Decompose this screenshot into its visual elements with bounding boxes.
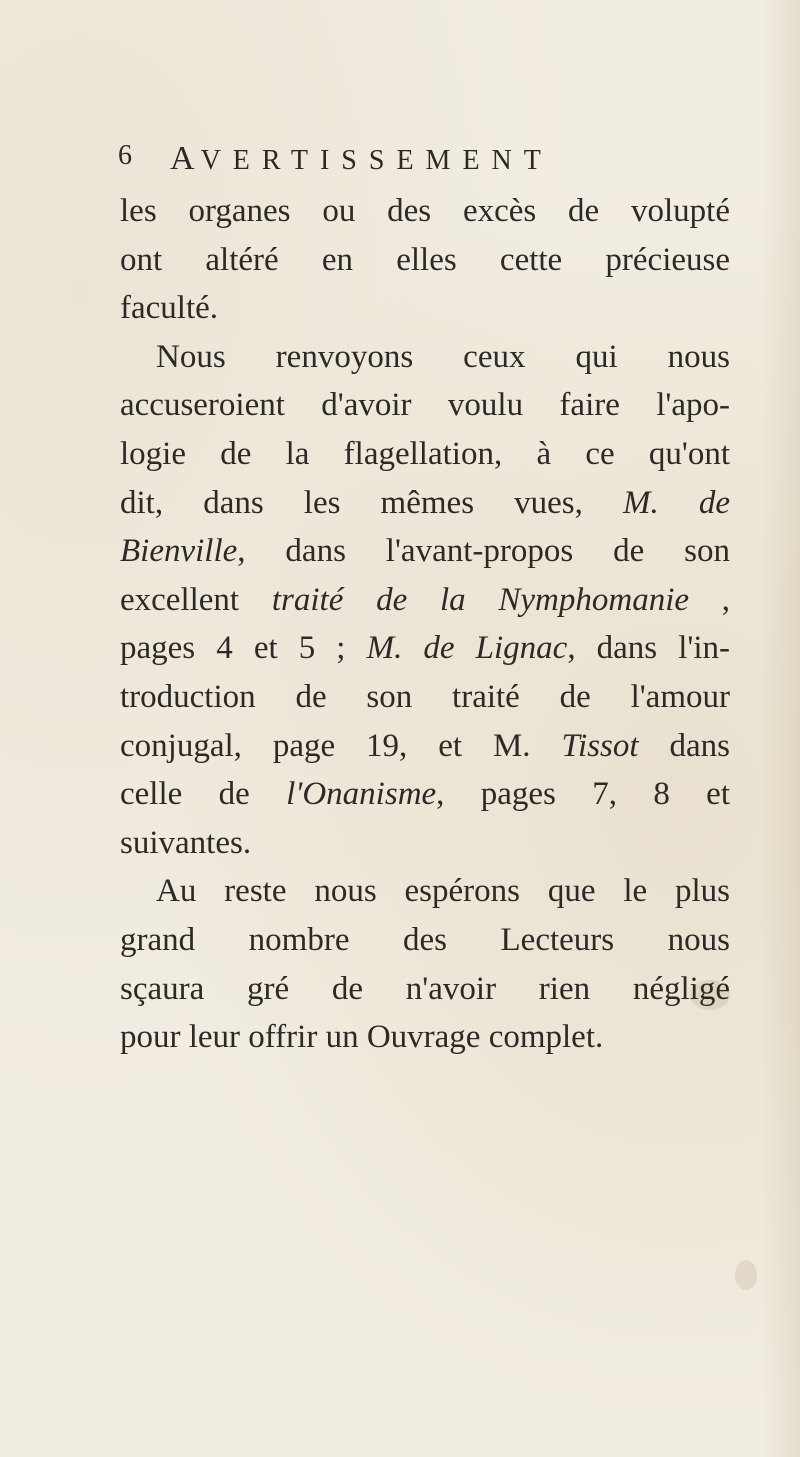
text-run: excellent [120, 581, 240, 618]
page-number: 6 [118, 140, 132, 171]
text-line: suivantes. [120, 824, 252, 861]
book-title: traité de la Nymphomanie [271, 581, 690, 618]
running-head [170, 140, 553, 178]
text-run: , dans l'in- [567, 630, 731, 667]
book-title: l'Onanisme [286, 776, 437, 813]
text-run: dans [669, 727, 730, 764]
running-head-rest: VERTISSEMENT [200, 145, 553, 176]
text-line: logie de la flagellation, à ce qu'ont [120, 435, 730, 472]
author-name: Tissot [561, 727, 639, 764]
text-line: troduction de son traité de l'amour [120, 678, 730, 715]
text-line: sçaura gré de n'avoir rien négligé [120, 970, 730, 1007]
text-run: , dans l'avant-propos de son [237, 533, 730, 570]
text-line [120, 624, 730, 673]
running-head-initial: A [170, 140, 201, 177]
author-name: M. de Lignac [366, 630, 568, 667]
page-edge-shadow [760, 0, 800, 1457]
text-line: pour leur offrir un Ouvrage complet. [120, 1019, 604, 1056]
text-line: grand nombre des Lecteurs nous [120, 921, 730, 958]
text-line: les organes ou des excès de volupté [120, 193, 730, 229]
author-name: M. de [623, 484, 730, 521]
text-line [120, 479, 730, 528]
text-run: , [721, 581, 731, 618]
text-line: Nous renvoyons ceux qui nous [156, 338, 730, 375]
page-header [118, 140, 718, 180]
text-line: faculté. [120, 290, 219, 327]
text-run: dit, dans les mêmes vues, [120, 484, 583, 521]
author-name: Bienville [120, 533, 238, 570]
text-line: accuseroient d'avoir voulu faire l'apo- [120, 387, 730, 424]
text-run: , pages 7, 8 et [436, 776, 730, 813]
text-line [120, 722, 730, 771]
body-text [120, 187, 730, 1062]
text-line [120, 576, 730, 625]
text-run: conjugal, page 19, et M. [120, 727, 531, 764]
text-line [120, 770, 730, 819]
text-run: celle de [120, 776, 250, 813]
text-line: ont altéré en elles cette précieuse [120, 241, 730, 278]
text-run: pages 4 et 5 ; [120, 630, 346, 667]
paper-stain [735, 1260, 757, 1290]
text-line: Au reste nous espérons que le plus [156, 873, 730, 910]
text-line [120, 527, 730, 576]
